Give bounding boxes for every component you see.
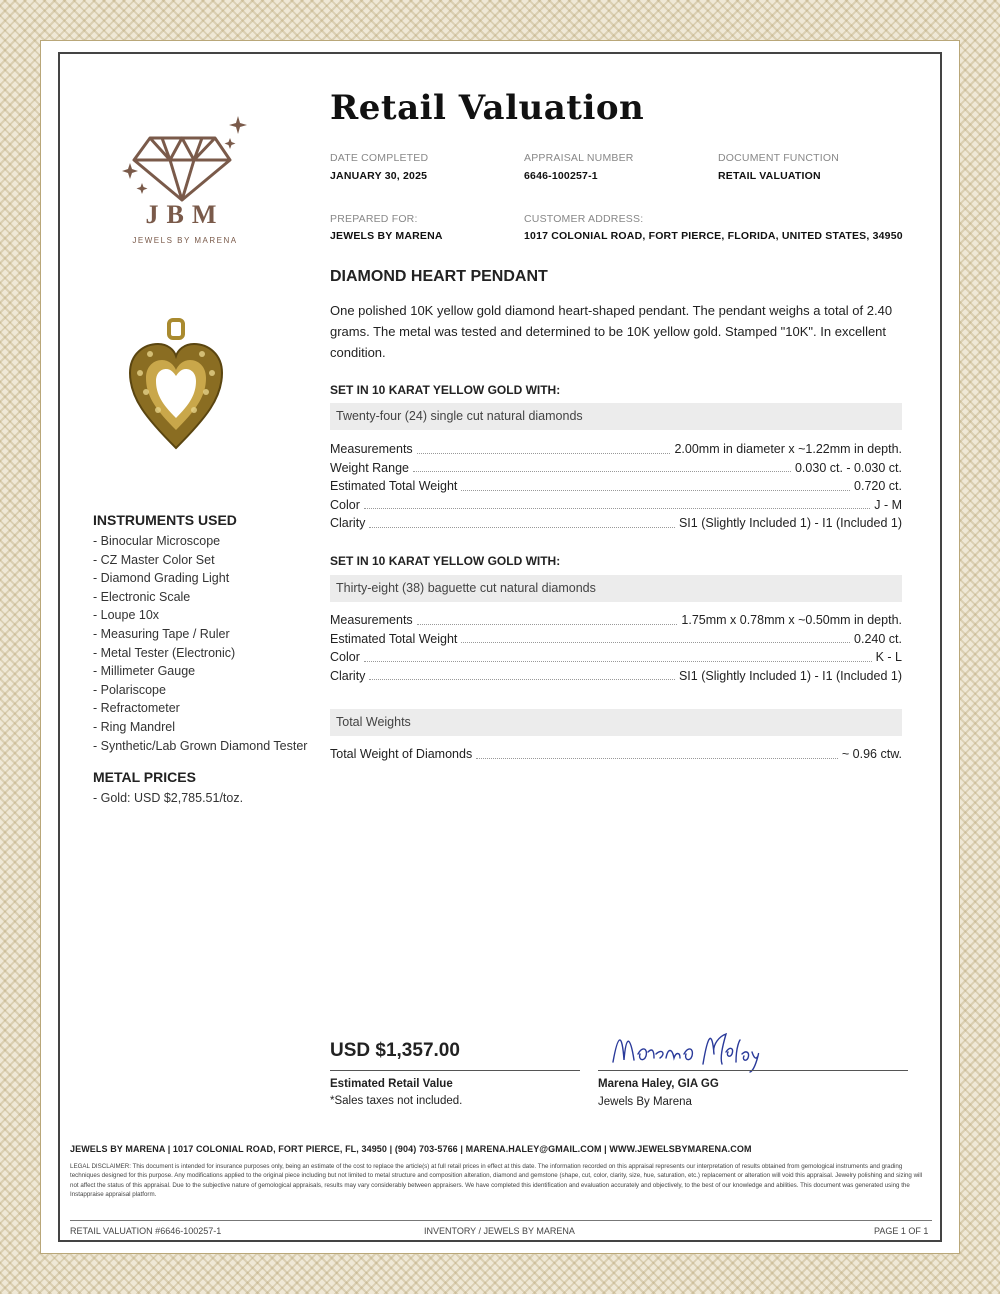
detail-value: 0.240 ct. <box>854 631 902 646</box>
stone-2-heading: SET IN 10 KARAT YELLOW GOLD WITH: <box>330 554 561 568</box>
footer-inventory: INVENTORY / JEWELS BY MARENA <box>424 1226 575 1236</box>
detail-label: Estimated Total Weight <box>330 631 458 646</box>
detail-row <box>330 667 902 686</box>
dot-leader <box>417 611 678 625</box>
instrument-item: - Measuring Tape / Ruler <box>93 626 230 641</box>
retail-price: USD $1,357.00 <box>330 1040 460 1061</box>
footer-contact: JEWELS BY MARENA | 1017 COLONIAL ROAD, FORT PIERCE, FL, 34950 | (904) 703-5766 | MARENA.HALEY@GMAIL.COM | WWW.JEWELSBYMARENA.COM <box>70 1144 752 1154</box>
totals-band: Total Weights <box>330 709 902 736</box>
instrument-item: - Metal Tester (Electronic) <box>93 645 236 660</box>
instruments-section <box>93 512 333 808</box>
detail-label: Weight Range <box>330 460 409 475</box>
totals-details <box>330 745 902 764</box>
detail-value: 2.00mm in diameter x ~1.22mm in depth. <box>674 442 902 456</box>
instrument-item: - Ring Mandrel <box>93 719 175 734</box>
detail-value: 0.030 ct. - 0.030 ct. <box>794 460 902 475</box>
legal-disclaimer: LEGAL DISCLAIMER: This document is intended for insurance purposes only, being an estimate of the cost to replace the article(s) at full retail prices in effect at this date. The information recorded on this appraisal represents our interpretation of results obtained from gemological instruments and grading techniques designed for this purpose. Any modifications applied to the original piece including but not limited to metal structure and composition alteration, diamond and gemstone (shape, cut, color, clarity, size, hue, saturation, etc.) replacement or alteration will void this appraisal. Jewelry polishing and sizing will not affect the status of this appraisal. Due to the subjective nature of gemological appraisals, results may vary considerably between appraisers. We have completed this identification and evaluation accurately and objectively, to the best of our knowledge and abilities. This document was generated using the Instappraise appraisal platform. <box>70 1163 923 1198</box>
stone-1-band: Twenty-four (24) single cut natural diamonds <box>330 403 902 430</box>
signature-rule <box>598 1070 908 1071</box>
appraisal-value: 6646-100257-1 <box>524 170 598 182</box>
detail-value: J - M <box>874 497 902 512</box>
signature-image <box>608 1024 768 1074</box>
dot-leader <box>369 514 675 528</box>
stone-2-band: Thirty-eight (38) baguette cut natural diamonds <box>330 575 902 602</box>
dot-leader <box>369 667 675 681</box>
instruments-heading: INSTRUMENTS USED <box>93 512 237 528</box>
detail-row <box>330 459 902 478</box>
detail-row <box>330 514 902 533</box>
metal-prices-list <box>93 789 333 808</box>
instrument-item: - Polariscope <box>93 682 166 697</box>
footer-rule <box>70 1220 932 1221</box>
detail-label: Estimated Total Weight <box>330 479 458 494</box>
instrument-item: - Binocular Microscope <box>93 534 221 548</box>
signer-company: Jewels By Marena <box>598 1096 692 1108</box>
detail-label: Total Weight of Diamonds <box>330 747 473 761</box>
stone-2-details <box>330 611 902 685</box>
price-label: Estimated Retail Value <box>330 1078 453 1090</box>
footer-page-number: PAGE 1 OF 1 <box>874 1226 929 1236</box>
detail-value: SI1 (Slightly Included 1) - I1 (Included 1) <box>678 516 902 531</box>
detail-row <box>330 440 902 459</box>
function-value: RETAIL VALUATION <box>718 170 821 182</box>
instrument-item: - Electronic Scale <box>93 589 191 604</box>
detail-row <box>330 496 902 515</box>
function-label: DOCUMENT FUNCTION <box>718 152 840 164</box>
dot-leader <box>461 630 850 644</box>
metal-prices-heading: METAL PRICES <box>93 769 196 786</box>
instrument-item: - Loupe 10x <box>93 608 160 623</box>
detail-row <box>330 611 902 630</box>
detail-value: 0.720 ct. <box>854 479 902 494</box>
brand-mark: JBM <box>145 200 225 229</box>
instrument-item: - Synthetic/Lab Grown Diamond Tester <box>93 738 308 753</box>
detail-row <box>330 745 902 764</box>
dot-leader <box>461 477 850 491</box>
detail-label: Clarity <box>330 516 366 531</box>
instrument-item: - Refractometer <box>93 701 180 716</box>
price-note: *Sales taxes not included. <box>330 1095 463 1107</box>
footer-document-id: RETAIL VALUATION #6646-100257-1 <box>70 1226 222 1236</box>
prepared-value: JEWELS BY MARENA <box>330 230 443 242</box>
detail-label: Clarity <box>330 668 366 683</box>
detail-label: Measurements <box>330 442 413 456</box>
dot-leader <box>364 496 870 510</box>
dot-leader <box>364 648 872 662</box>
dot-leader <box>413 459 791 473</box>
detail-row <box>330 648 902 667</box>
dot-leader <box>476 745 838 759</box>
detail-label: Color <box>330 497 360 512</box>
date-value: JANUARY 30, 2025 <box>330 170 428 182</box>
detail-label: Color <box>330 650 360 665</box>
instruments-list <box>93 532 333 755</box>
detail-value: SI1 (Slightly Included 1) - I1 (Included 1) <box>678 668 902 683</box>
brand-tagline: JEWELS BY MARENA <box>132 236 238 245</box>
detail-row <box>330 477 902 496</box>
item-description: One polished 10K yellow gold diamond heart-shaped pendant. The pendant weighs a total of 2.40 grams. The metal was tested and determined to be 10K yellow gold. Stamped "10K". In excellent condition. <box>330 303 893 360</box>
price-rule <box>330 1070 580 1071</box>
detail-value: 1.75mm x 0.78mm x ~0.50mm in depth. <box>681 613 902 627</box>
signer-name: Marena Haley, GIA GG <box>598 1078 719 1090</box>
page-title: Retail Valuation <box>330 88 645 128</box>
detail-row <box>330 630 902 649</box>
dot-leader <box>417 440 671 454</box>
date-label: DATE COMPLETED <box>330 152 429 164</box>
item-title: DIAMOND HEART PENDANT <box>330 268 548 285</box>
address-label: CUSTOMER ADDRESS: <box>524 213 644 225</box>
detail-label: Measurements <box>330 613 413 627</box>
prepared-label: PREPARED FOR: <box>330 213 418 225</box>
appraisal-label: APPRAISAL NUMBER <box>524 152 634 164</box>
address-value: 1017 COLONIAL ROAD, FORT PIERCE, FLORIDA, UNITED STATES, 34950 <box>524 230 903 242</box>
heart-pendant-image <box>126 318 226 453</box>
stone-1-details <box>330 440 902 533</box>
instrument-item: - CZ Master Color Set <box>93 552 215 567</box>
instrument-item: - Millimeter Gauge <box>93 664 196 679</box>
instrument-item: - Diamond Grading Light <box>93 571 230 586</box>
metal-price-item: - Gold: USD $2,785.51/toz. <box>93 791 244 806</box>
stone-1-heading: SET IN 10 KARAT YELLOW GOLD WITH: <box>330 383 561 397</box>
detail-value: ~ 0.96 ctw. <box>841 747 902 761</box>
detail-value: K - L <box>875 650 902 665</box>
